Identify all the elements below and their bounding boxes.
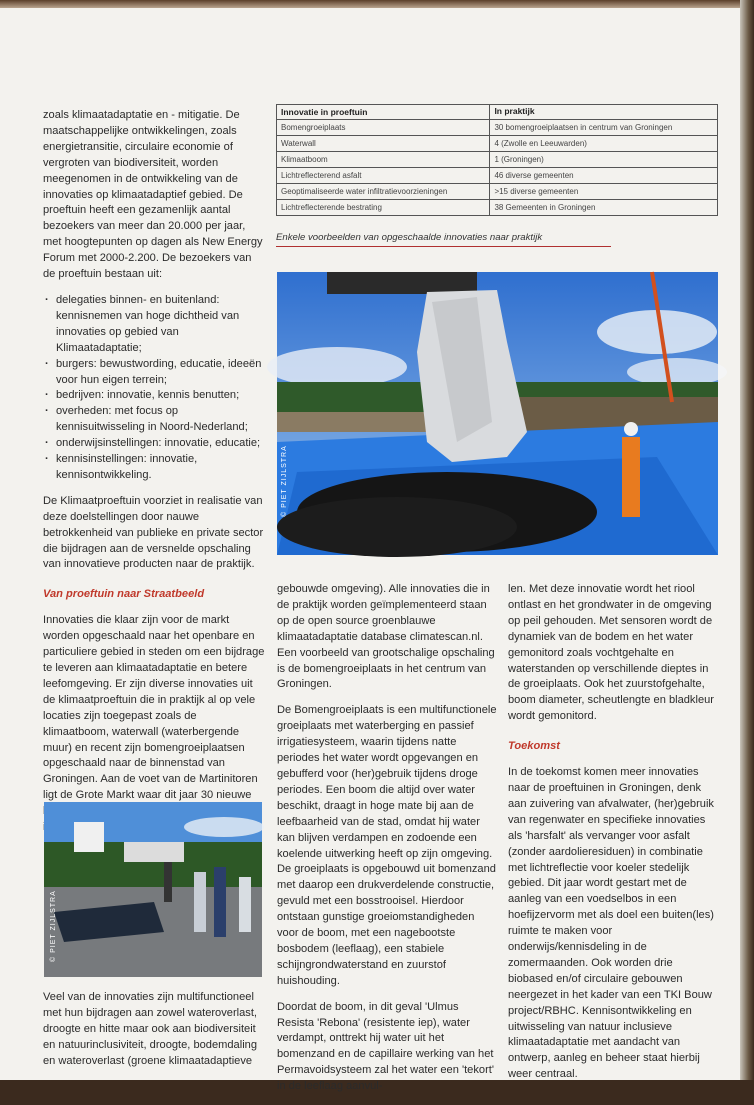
- column-right: [508, 582, 720, 1093]
- table-cell: 30 bomengroeiplaatsen in centrum van Groningen: [490, 120, 718, 136]
- page-top-edge: [0, 0, 740, 8]
- table-row: [277, 184, 718, 200]
- paragraph: gebouwde omgeving). Alle innovaties die in de praktijk worden geïmplementeerd staan op de open source groenblauwe klimaatadaptatie database climatescan.nl. Een voorbeeld van grootschalige opschaling is de bomengroeiplaats in het centrum van Groningen.: [277, 583, 495, 691]
- column-left: [43, 108, 265, 846]
- list-item: · kennisinstellingen: innovatie, kennisontwikkeling.: [43, 452, 265, 484]
- list-item: · overheden: met focus op kennisuitwisseling in Noord-Nederland;: [43, 404, 265, 436]
- section-heading: Toekomst: [508, 740, 560, 753]
- page-binding-edge: [740, 0, 754, 1080]
- table-row: [277, 152, 718, 168]
- photo-credit: © PIET ZIJLSTRA: [281, 445, 288, 517]
- section-paragraph: Innovaties die klaar zijn voor de markt worden opgeschaald naar het openbare en particuliere gebied in steden om een bijdrage te leveren aan klimaatadaptatie en betere leefomgeving. Er zijn diverse innovaties uit de klimaatproeftuin die in praktijk al op vele locaties zijn toegepast zoals de klimaatboom, waterwall (waterbergende muur) en recent zijn bomengroeiplaatsen opgeschaald naar de binnenstad van Groningen. Aan de voet van de Martinitoren ligt de Grote Markt waar dit jaar 30 nieuwe: [43, 614, 265, 802]
- innovations-table: [276, 104, 718, 216]
- table-caption: Enkele voorbeelden van opgeschaalde innovaties naar praktijk: [276, 232, 611, 247]
- construction-photo: [277, 272, 718, 555]
- table-cell: Lichtreflecterende bestrating: [277, 200, 490, 216]
- list-item: · burgers: bewustwording, educatie, ideeën voor hun eigen terrein;: [43, 357, 265, 389]
- table-cell: Klimaatboom: [277, 152, 490, 168]
- list-item: · onderwijsinstellingen: innovatie, educatie;: [43, 436, 265, 452]
- table-row: [277, 120, 718, 136]
- list-item: · delegaties binnen- en buitenland: kennisnemen van hoge dichtheid van innovaties op gebied van Klimaatadaptatie;: [43, 293, 265, 357]
- column-middle: [277, 582, 497, 1105]
- construction-photo-illustration: [277, 272, 718, 555]
- table-cell: 46 diverse gemeenten: [490, 168, 718, 184]
- site-visit-photo: [44, 802, 262, 977]
- table-row: [277, 136, 718, 152]
- site-visit-photo-illustration: [44, 802, 262, 977]
- table-cell: Bomengroeiplaats: [277, 120, 490, 136]
- table-cell: 1 (Groningen): [490, 152, 718, 168]
- visitors-list: [43, 293, 265, 484]
- section-paragraph: In de toekomst komen meer innovaties naar de proeftuinen in Groningen, denk aan zuivering van afvalwater, (her)gebruik van regenwater en specifieke innovaties als 'harsfalt' als vervanger voor asfalt (zonder aardolieresiduen) in combinatie met lichtreflectie voor koeler stedelijk gebied. Dit jaar wordt gestart met de aanleg van een voedselbos in een hoefijzervorm met als doel een buiten(les) ruimte te maken voor onderwijs/kennisdeling in de zomermaanden. Ook worden drie biobased en/of circulaire gebouwen neergezet in het kader van een TKI Bouw project/RBHC. Kennisontwikkeling en uitwisseling van natuur inclusieve klimaatadaptatie met aandacht van ontwerp, aanleg en beheer staat hierbij weer centraal.: [508, 766, 714, 1081]
- table-cell: >15 diverse gemeenten: [490, 184, 718, 200]
- table-header: Innovatie in proeftuin: [277, 105, 490, 120]
- goals-paragraph: De Klimaatproeftuin voorziet in realisatie van deze doelstellingen door nauwe betrokkenheid van publieke en private sector die bijdragen aan de versnelde opschaling van innovatieve producten naar de praktijk.: [43, 494, 264, 571]
- table-header: In praktijk: [490, 105, 718, 120]
- table-cell: Waterwall: [277, 136, 490, 152]
- paragraph: len. Met deze innovatie wordt het riool ontlast en het grondwater in de omgeving op peil gehouden. Met sensoren wordt de dynamiek van de bodem en het water gemonitord zoals vochtgehalte en waterstanden op verschillende dieptes in de groeiplaats. Ook het zuurstofgehalte, boom diameter, scheutlengte en bladkleur wordt gemonitord.: [508, 583, 714, 723]
- paragraph: De Bomengroeiplaats is een multifunctionele groeiplaats met waterberging en passief irrigatiesysteem, waarin tijdens natte periodes het water wordt opgevangen en gebufferd voor (her)gebruik tijdens droge periodes. Een boom die altijd over water beschikt, draagt in hoge mate bij aan de leefbaarheid van de stad, omdat hij water kan blijven verdampen en zodoende een koelende uitwerking heeft op zijn omgeving. De groeiplaats is opgebouwd uit bomenzand met daarop een drukverdelende constructie, gevuld met een bosstrooisel. Hierdoor ontstaan gunstige groeiomstandigheden voor de boom, met een nagebootste bosbodem (leeflaag), een stabiele schijngrondwaterstand en zuurstof huishouding.: [277, 704, 497, 987]
- column-left-bottom: [43, 990, 265, 1080]
- bottom-paragraph: Veel van de innovaties zijn multifunctioneel met hun bijdragen aan zowel wateroverlast, droogte en hitte maar ook aan biodiversiteit en natuurinclusiviteit, droogte, bodemdaling en wateroverlast (groene klimaatadaptieve: [43, 991, 257, 1067]
- table-cell: 38 Gemeenten in Groningen: [490, 200, 718, 216]
- table-row: [277, 168, 718, 184]
- table-header-row: [277, 105, 718, 120]
- table-cell: Geoptimaliseerde water infiltratievoorzieningen: [277, 184, 490, 200]
- photo-credit: © PIET ZIJLSTRA: [50, 890, 57, 962]
- section-heading: Van proeftuin naar Straatbeeld: [43, 588, 205, 601]
- table-cell: 4 (Zwolle en Leeuwarden): [490, 136, 718, 152]
- list-item: · bedrijven: innovatie, kennis benutten;: [43, 388, 265, 404]
- table-cell: Lichtreflecterend asfalt: [277, 168, 490, 184]
- intro-paragraph: zoals klimaatadaptatie en - mitigatie. De maatschappelijke ontwikkelingen, zoals energietransitie, circulaire economie of vergroten van biodiversiteit, worden meegenomen in de ontwikkeling van de innovaties op klimaatadaptief gebied. De proeftuin heeft een gezamenlijk aantal bezoekers van meer dan 20.000 per jaar, met hoogtepunten op dagen als New Energy Forum met 2000-2.200. De bezoekers van de proeftuin bestaan uit:: [43, 109, 263, 281]
- paragraph: Doordat de boom, in dit geval 'Ulmus Resista 'Rebona' (resistente iep), water verdampt, onttrekt hij water uit het bomenzand en de capillaire werking van het Permavoidsysteem zal het water een 'tekort' in de leeflaag aanvul-: [277, 1000, 494, 1093]
- table-row: [277, 200, 718, 216]
